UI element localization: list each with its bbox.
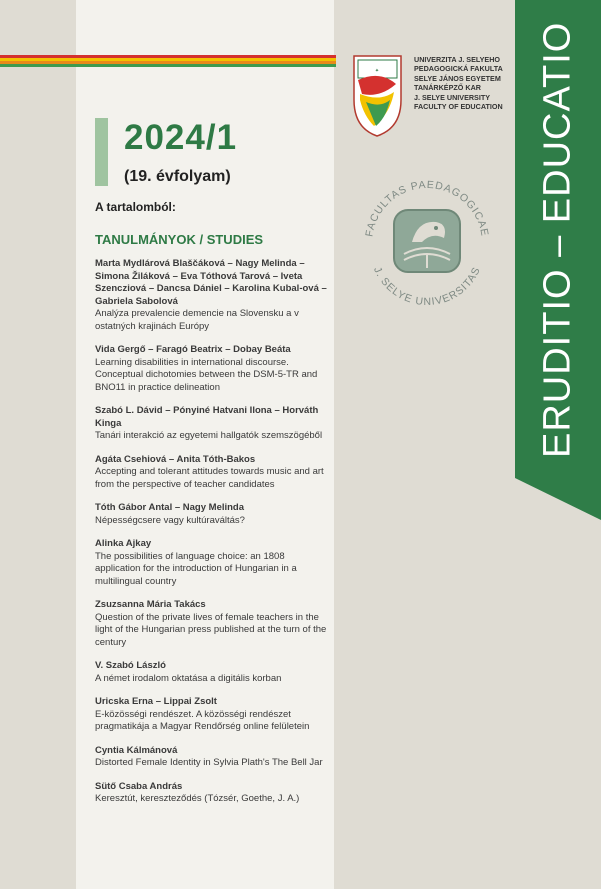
institution-line: FACULTY OF EDUCATION bbox=[414, 101, 503, 111]
article-title: Distorted Female Identity in Sylvia Plath's The Bell Jar bbox=[95, 757, 323, 768]
journal-title: ERUDITIO – EDUCATIO bbox=[536, 21, 579, 459]
issue-accent-bar bbox=[95, 118, 108, 186]
article-authors: Alinka Ajkay bbox=[95, 538, 152, 549]
article-authors: V. Szabó László bbox=[95, 660, 166, 671]
article-title: The possibilities of language choice: an 1808 application for the introduction of Hungarian in a multilingual country bbox=[95, 550, 297, 587]
article-title: Question of the private lives of female teachers in the light of the Hungarian press published at the turn of the century bbox=[95, 611, 327, 648]
article-authors: Szabó L. Dávid – Pónyiné Hatvani Ilona – Horváth Kinga bbox=[95, 405, 319, 429]
article-list bbox=[95, 258, 331, 817]
article-entry bbox=[95, 502, 331, 527]
article-title: Keresztút, kereszteződés (Tózsér, Goethe, J. A.) bbox=[95, 793, 300, 804]
article-entry bbox=[95, 258, 331, 333]
article-entry bbox=[95, 344, 331, 394]
institution-line: TANÁRKÉPZŐ KAR bbox=[414, 82, 481, 92]
article-title: Analýza prevalencie demencie na Slovensku a v ostatných krajinách Európy bbox=[95, 308, 299, 332]
article-authors: Uricska Erna – Lippai Zsolt bbox=[95, 696, 217, 707]
article-authors: Marta Mydlárová Blaščáková – Nagy Melinda – Simona Žiláková – Eva Tóthová Tarová – Iveta Szencziová – Dancsa Dániel – Karolina Kubal-ová – Gabriela Sabolová bbox=[95, 258, 327, 307]
institution-line: PEDAGOGICKÁ FAKULTA bbox=[414, 63, 503, 73]
article-entry bbox=[95, 405, 331, 443]
article-authors: Tóth Gábor Antal – Nagy Melinda bbox=[95, 502, 245, 513]
institution-line: UNIVERZITA J. SELYEHO bbox=[414, 55, 500, 64]
contents-label: A tartalomból: bbox=[95, 200, 176, 214]
article-authors: Sütő Csaba András bbox=[95, 780, 183, 792]
issue-volume: (19. évfolyam) bbox=[124, 168, 231, 185]
article-title: Learning disabilities in international discourse. Conceptual dichotomies between the DSM-5-TR and BNO11 in practice delineation bbox=[95, 356, 318, 393]
section-heading: TANULMÁNYOK / STUDIES bbox=[95, 232, 264, 247]
article-entry bbox=[95, 538, 331, 588]
article-authors: Vida Gergő – Faragó Beatrix – Dobay Beáta bbox=[95, 344, 291, 355]
article-entry bbox=[95, 696, 331, 734]
institution-names bbox=[414, 56, 524, 112]
svg-text:✦: ✦ bbox=[374, 68, 380, 74]
issue-year: 2024/1 bbox=[124, 118, 238, 157]
article-authors: Cyntia Kálmánová bbox=[95, 744, 178, 756]
article-entry bbox=[95, 599, 331, 649]
article-entry bbox=[95, 454, 331, 492]
faculty-seal-icon bbox=[352, 168, 502, 318]
institution-line: SELYE JÁNOS EGYETEM bbox=[414, 74, 501, 84]
article-title: Tanári interakció az egyetemi hallgatók szemszögéből bbox=[95, 430, 323, 441]
article-entry bbox=[95, 781, 331, 806]
article-title: Népességcsere vagy kultúraváltás? bbox=[95, 514, 245, 526]
seal-bottom-text: J. SELYE UNIVERSITAS bbox=[371, 264, 483, 309]
seal-top-text: FACULTAS PAEDAGOGICAE bbox=[363, 178, 491, 238]
article-title: E-közösségi rendészet. A közösségi rendészet pragmatikája a Magyar Rendőrség online felületein bbox=[95, 708, 310, 732]
article-entry bbox=[95, 660, 331, 685]
article-entry bbox=[95, 745, 331, 770]
university-logo-icon bbox=[350, 50, 405, 138]
article-authors: Zsuzsanna Mária Takács bbox=[95, 599, 206, 610]
stripe-green bbox=[0, 64, 336, 67]
institution-line: J. SELYE UNIVERSITY bbox=[414, 93, 491, 103]
article-title: A német irodalom oktatása a digitális korban bbox=[95, 672, 282, 684]
article-authors: Agáta Csehiová – Anita Tóth-Bakos bbox=[95, 453, 256, 465]
article-title: Accepting and tolerant attitudes towards music and art from the perspective of teacher candidates bbox=[95, 466, 324, 490]
